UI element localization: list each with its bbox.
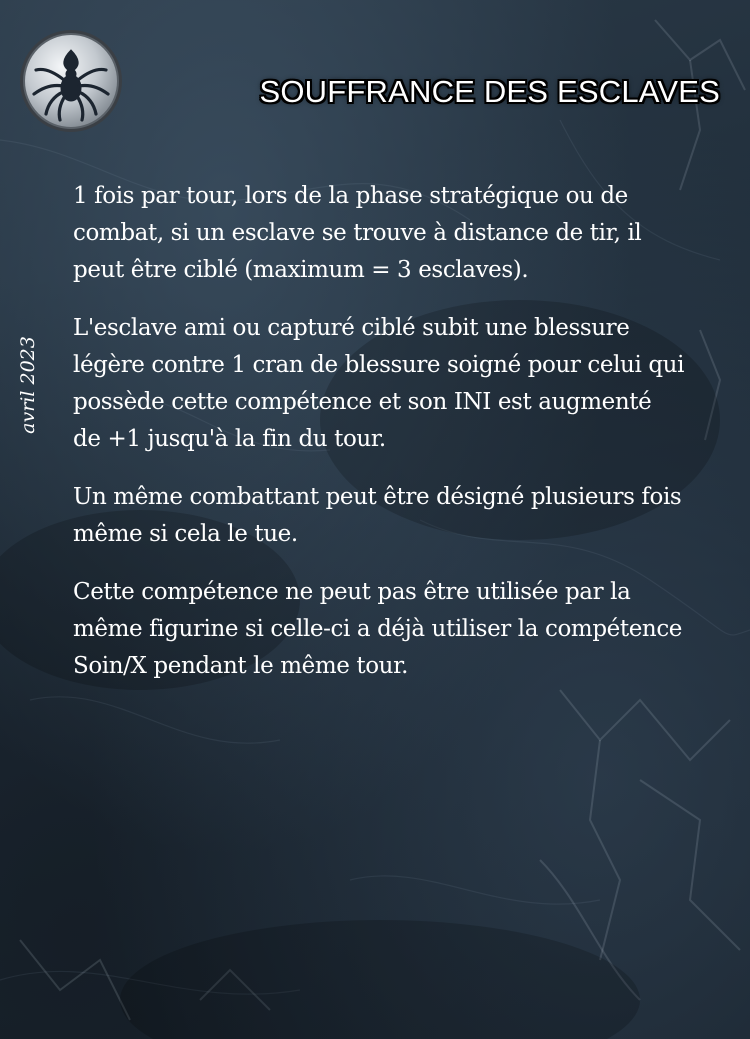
card-date xyxy=(8,330,48,440)
description-paragraph: L'esclave ami ou capturé ciblé subit une blessure légère contre 1 cran de blessure soigné pour celui qui possède cette compétence et son INI est augmenté de +1 jusqu'à la fin du tour. xyxy=(73,315,685,452)
description-paragraph: Cette compétence ne peut pas être utilisée par la même figurine si celle-ci a déjà utiliser la compétence Soin/X pendant le même tour. xyxy=(73,579,683,679)
description-paragraph: Un même combattant peut être désigné plusieurs fois même si cela le tue. xyxy=(73,484,682,547)
spider-emblem-icon xyxy=(18,28,124,134)
description-paragraph: 1 fois par tour, lors de la phase stratégique ou de combat, si un esclave se trouve à distance de tir, il peut être ciblé (maximum = 3 esclaves). xyxy=(73,183,642,283)
card-title: SOUFFRANCE DES ESCLAVES xyxy=(259,74,720,109)
card-description xyxy=(73,178,685,706)
card-date-label: avril 2023 xyxy=(17,336,40,434)
